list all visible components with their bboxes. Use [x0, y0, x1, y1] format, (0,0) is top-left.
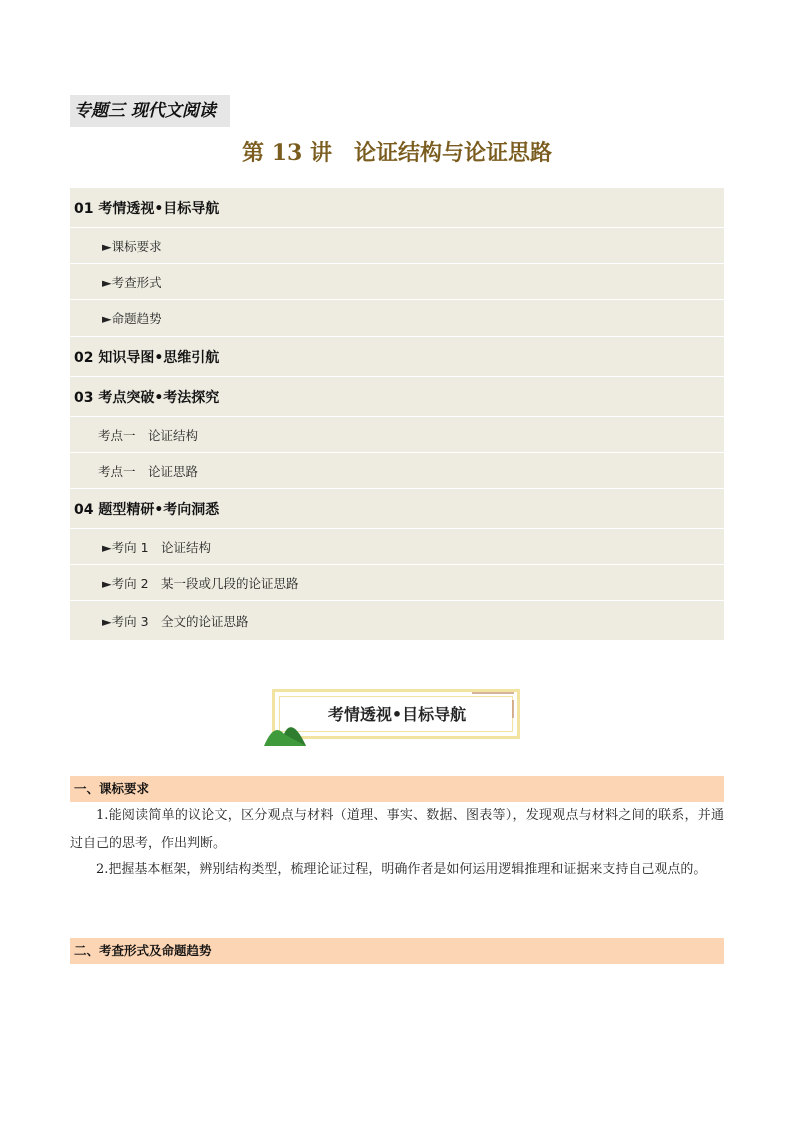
- toc-item[interactable]: ►命题趋势: [70, 300, 724, 337]
- paragraph: 2.把握基本框架，辨别结构类型，梳理论证过程，明确作者是如何运用逻辑推理和证据来支持自己观点的。: [96, 862, 707, 877]
- toc-item[interactable]: 考点一 论证结构: [70, 417, 724, 453]
- toc-item[interactable]: ►考查形式: [70, 264, 724, 300]
- toc-item[interactable]: ►考向 3 全文的论证思路: [102, 613, 249, 629]
- banner-title: 考情透视•目标导航: [327, 705, 467, 724]
- series-label: 专题三 现代文阅读: [70, 95, 230, 127]
- paragraph: 1.能阅读简单的议论文，区分观点与材料（道理、事实、数据、图表等），发现观点与材料之间的联系，并通过自己的思考，作出判断。: [70, 808, 724, 851]
- section-banner: [262, 686, 532, 748]
- section-heading: 二、考查形式及命题趋势: [70, 938, 724, 964]
- toc-item[interactable]: ►课标要求: [70, 228, 724, 264]
- table-of-contents: [70, 188, 724, 640]
- toc-item[interactable]: ►考向 1 论证结构: [70, 529, 724, 565]
- toc-item[interactable]: 考点一 论证思路: [70, 453, 724, 489]
- toc-item[interactable]: ►考向 2 某一段或几段的论证思路: [70, 565, 724, 601]
- section-heading: 一、课标要求: [70, 776, 724, 802]
- toc-item[interactable]: 01 考情透视•目标导航: [70, 188, 724, 228]
- toc-item[interactable]: 02 知识导图•思维引航: [70, 337, 724, 377]
- toc-item[interactable]: 04 题型精研•考向洞悉: [70, 489, 724, 529]
- toc-item[interactable]: 03 考点突破•考法探究: [70, 377, 724, 417]
- lesson-title: 第 13 讲 论证结构与论证思路: [242, 140, 552, 166]
